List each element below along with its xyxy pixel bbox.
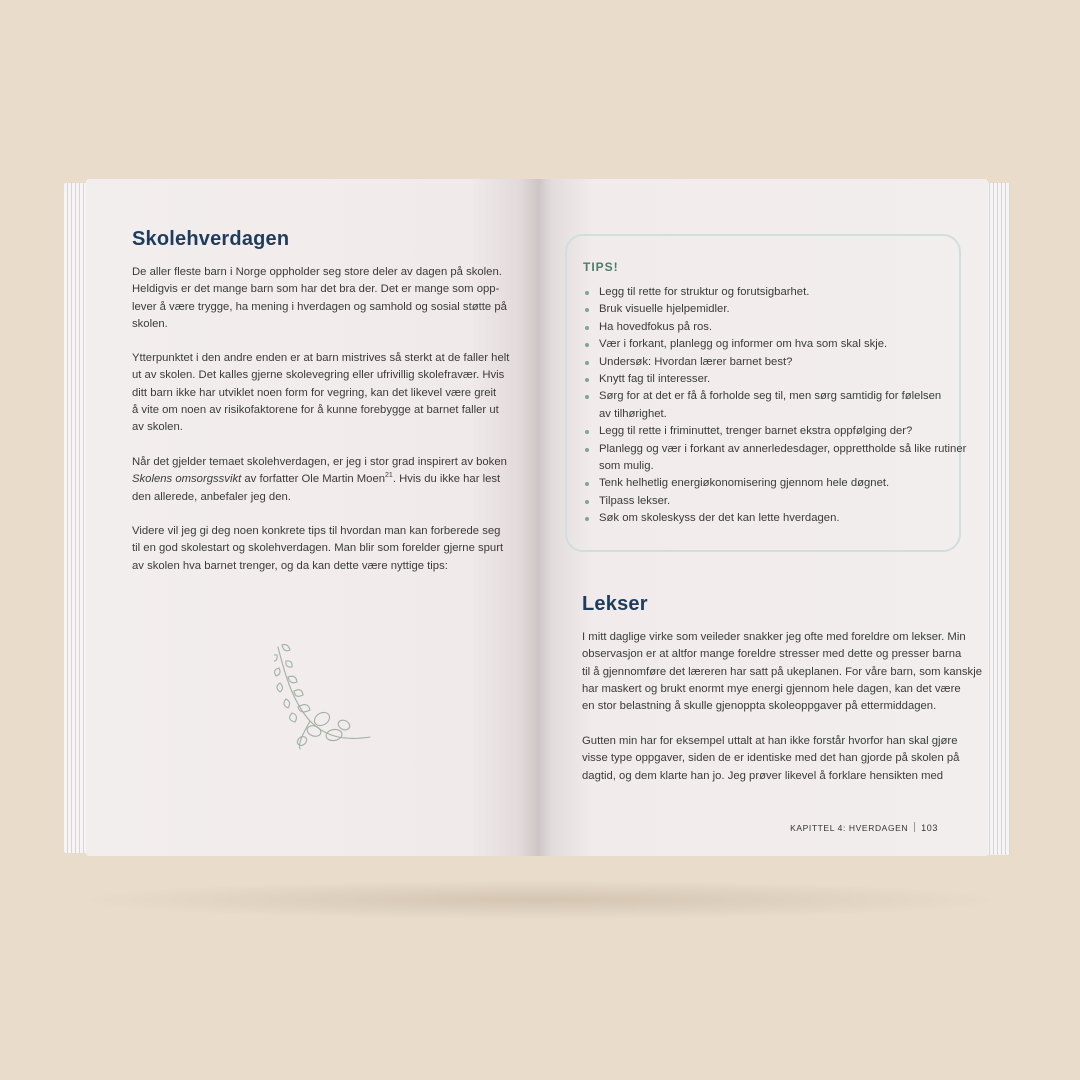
text-line: Ha hovedfokus på ros. (599, 320, 713, 333)
text-line: Legg til rette i friminuttet, trenger barnet ekstra oppfølging der? (599, 425, 913, 438)
list-item (583, 301, 966, 318)
text-line: av skolen. (132, 421, 183, 434)
book-title: Skolens omsorgssvikt (132, 473, 242, 486)
list-item (583, 475, 966, 492)
text-line: den allerede, anbefaler jeg den. (132, 490, 291, 503)
tips-list (583, 284, 966, 528)
text-line: Bruk visuelle hjelpemidler. (599, 303, 730, 316)
text-line: De aller fleste barn i Norge oppholder seg store deler av dagen på skolen. (132, 266, 502, 278)
page-footer (790, 822, 938, 833)
text-line: I mitt daglige virke som veileder snakker jeg ofte med foreldre om lekser. Min (582, 631, 966, 643)
text-line: Søk om skoleskyss der det kan lette hverdagen. (599, 512, 840, 525)
book-shadow (70, 880, 1010, 920)
list-item (583, 336, 966, 353)
text-line: av tilhørighet. (599, 407, 667, 420)
text-line: Legg til rette for struktur og forutsigbarhet. (599, 286, 810, 298)
text-line (132, 471, 507, 488)
text-fragment: . Hvis du ikke har lest (392, 473, 501, 486)
list-item (583, 388, 966, 423)
text-line: Videre vil jeg gi deg noen konkrete tips til hvordan man kan forberede seg (132, 525, 501, 537)
list-item (583, 319, 966, 336)
text-line: ut av skolen. Det kalles gjerne skolevegring eller ufrivillig skolefravær. Hvis (132, 369, 505, 382)
page-heading-lekser: Lekser (582, 593, 648, 615)
footnote-marker: 21 (385, 472, 393, 480)
paragraph-2 (132, 350, 509, 436)
text-line: har maskert og brukt enormt mye energi gjennom hele dagen, kan det være (582, 682, 961, 695)
paragraph-1 (132, 264, 507, 333)
text-line: lever å være trygge, ha mening i hverdagen og samhold og sosial støtte på (132, 300, 507, 313)
text-line: av skolen hva barnet trenger, og da kan dette være nyttige tips: (132, 559, 448, 572)
list-item (583, 493, 966, 510)
text-line: som mulig. (599, 460, 654, 473)
text-line: Vær i forkant, planlegg og informer om hva som skal skje. (599, 338, 888, 351)
text-line: til å gjennomføre det læreren har satt på ukeplanen. For våre barn, som kanskje (582, 665, 982, 678)
tips-title: TIPS! (583, 260, 619, 274)
text-line: visse type oppgaver, siden de er identiske med det han gjorde på skolen på (582, 752, 960, 765)
list-item (583, 441, 966, 476)
page-heading-skolehverdagen: Skolehverdagen (132, 228, 290, 250)
left-page-edges (64, 183, 88, 853)
text-line: Tilpass lekser. (599, 494, 671, 507)
list-item (583, 371, 966, 388)
text-line: Sørg for at det er få å forholde seg til, men sørg samtidig for følelsen (599, 390, 942, 403)
right-page (538, 179, 988, 856)
tips-box (565, 234, 967, 552)
list-item (583, 354, 966, 371)
text-line: Gutten min har for eksempel uttalt at han ikke forstår hvorfor han skal gjøre (582, 735, 958, 747)
text-line: Planlegg og vær i forkant av annerledesdager, opprettholde så like rutiner (599, 442, 967, 455)
text-line: til en god skolestart og skolehverdagen. Man blir som forelder gjerne spurt (132, 542, 504, 555)
right-page-edges (986, 183, 1010, 855)
list-item (583, 423, 966, 440)
text-line: skolen. (132, 317, 168, 330)
text-line: Undersøk: Hvordan lærer barnet best? (599, 355, 793, 368)
paragraph-3 (132, 454, 507, 506)
text-line: Ytterpunktet i den andre enden er at barn mistrives så sterkt at de faller helt (132, 352, 510, 364)
left-page (86, 179, 538, 856)
list-item (583, 510, 966, 527)
text-line: observasjon er at altfor mange foreldre stresser med dette og presser barna (582, 648, 962, 661)
footer-divider (914, 822, 915, 832)
text-line: Heldigvis er det mange barn som har det bra der. Det er mange som opp- (132, 283, 500, 296)
text-line: Når det gjelder temaet skolehverdagen, er jeg i stor grad inspirert av boken (132, 456, 507, 468)
text-line: en stor belastning å skulle gjenoppta skoleoppgaver på ettermiddagen. (582, 700, 937, 713)
paragraph-lekser-1 (582, 629, 982, 715)
chapter-label: KAPITTEL 4: HVERDAGEN (790, 823, 909, 833)
text-line: å vite om noen av risikofaktorene for å kunne forebygge at barnet faller ut (132, 403, 499, 416)
text-line: Knytt fag til interesser. (599, 373, 711, 386)
page-number: 103 (921, 823, 938, 833)
eucalyptus-branch-illustration (274, 641, 374, 756)
text-line: Tenk helhetlig energiøkonomisering gjennom hele døgnet. (599, 477, 890, 490)
list-item (583, 284, 966, 301)
paragraph-lekser-2 (582, 733, 959, 785)
text-line: dagtid, og dem klarte han jo. Jeg prøver likevel å forklare hensikten med (582, 769, 944, 782)
text-fragment: av forfatter Ole Martin Moen (241, 473, 386, 486)
paragraph-4 (132, 523, 503, 575)
text-line: ditt barn ikke har utviklet noen form for vegring, kan det likevel være greit (132, 386, 497, 399)
